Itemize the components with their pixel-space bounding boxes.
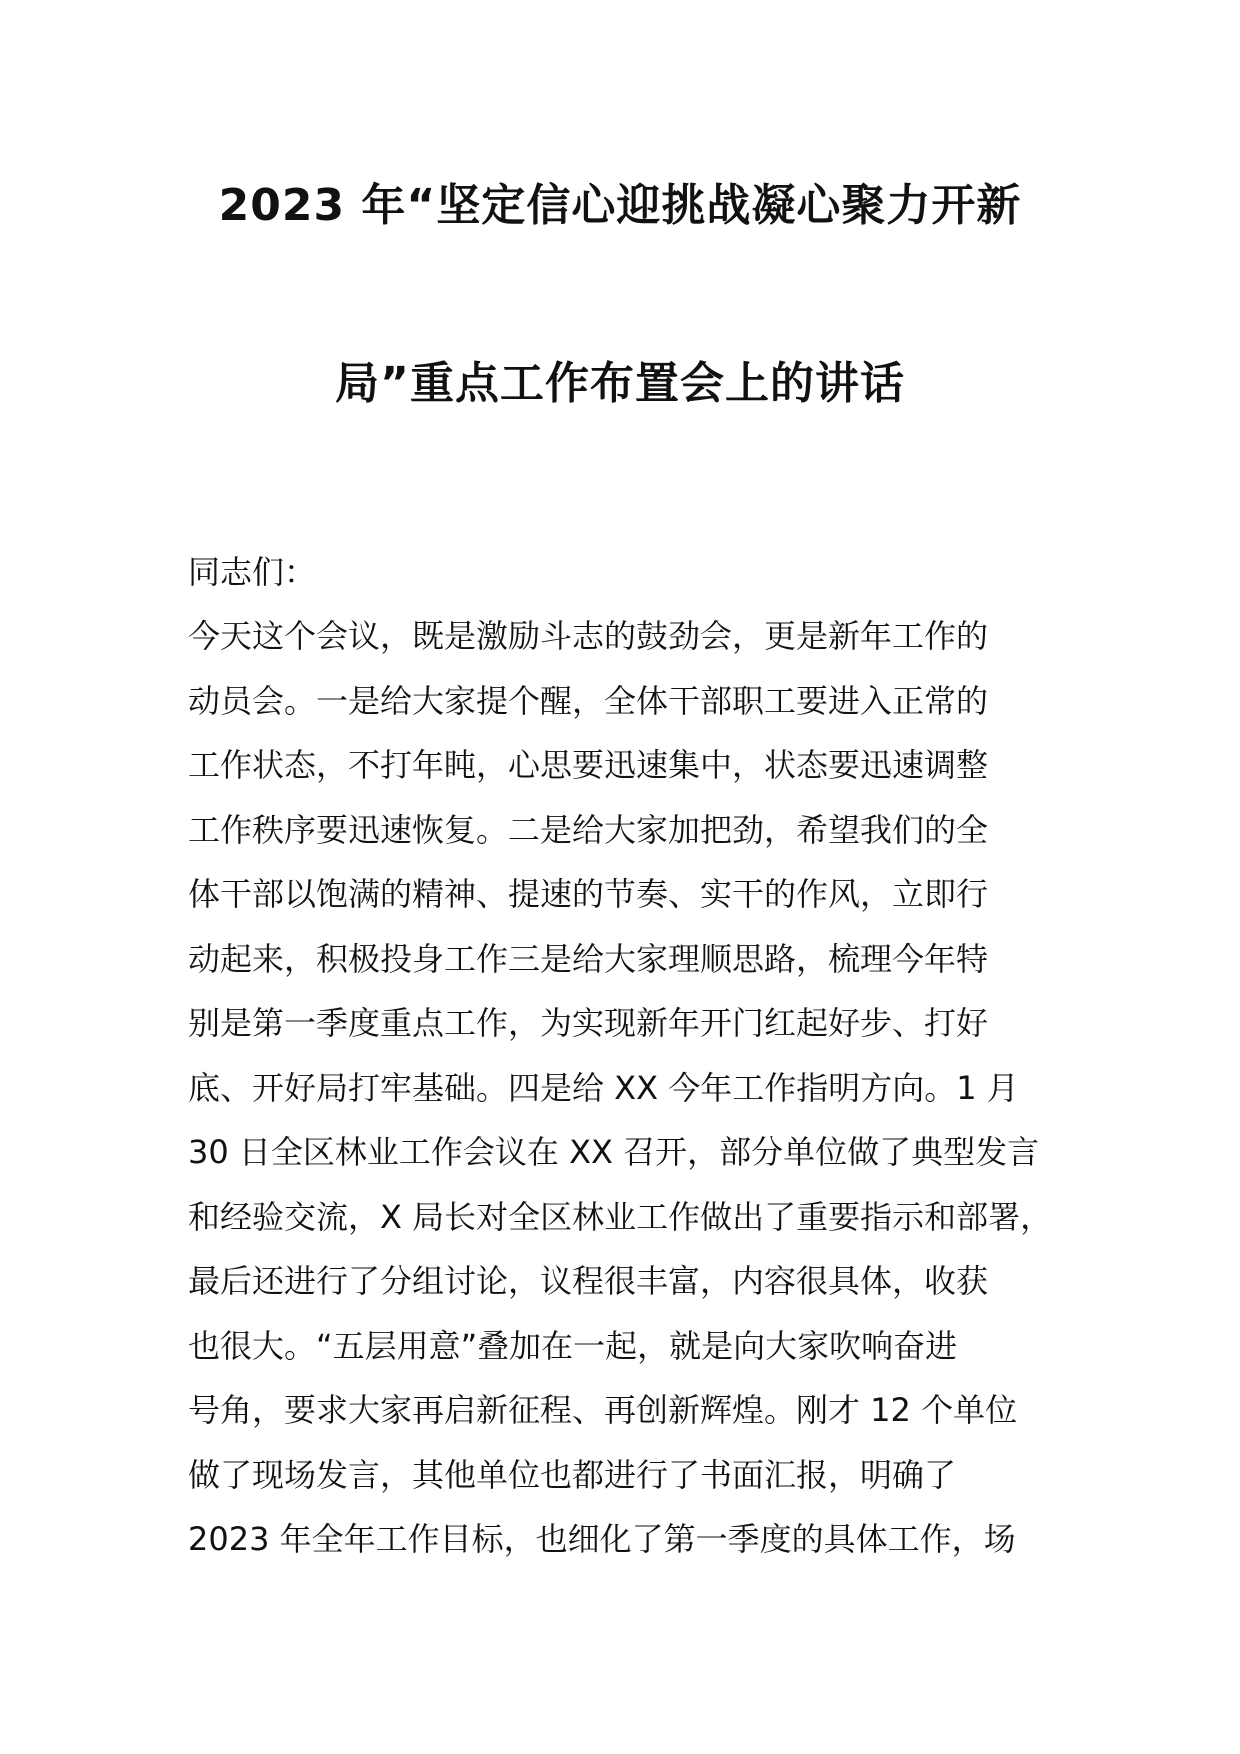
body-line: 今天这个会议，既是激励斗志的鼓劲会，更是新年工作的 xyxy=(188,617,989,655)
body-line: 也很大。“五层用意”叠加在一起，就是向大家吹响奋进 xyxy=(188,1326,958,1365)
body-line: 体干部以饱满的精神、提速的节奏、实干的作风，立即行 xyxy=(188,875,989,913)
salutation: 同志们： xyxy=(188,553,317,591)
body-line: 2023 年全年工作目标，也细化了第一季度的具体工作，场 xyxy=(188,1520,1016,1558)
body-line: 动员会。一是给大家提个醒，全体干部职工要进入正常的 xyxy=(188,681,989,720)
document-title-line-2: 局”重点工作布置会上的讲话 xyxy=(335,358,905,409)
body-line: 动起来，积极投身工作三是给大家理顺思路，梳理今年特 xyxy=(188,939,989,978)
body-line: 号角，要求大家再启新征程、再创新辉煌。刚才 12 个单位 xyxy=(188,1391,1018,1429)
body-paragraph xyxy=(188,604,1088,1572)
body-line: 工作状态，不打年盹，心思要迅速集中，状态要迅速调整 xyxy=(188,746,989,784)
body-line: 做了现场发言，其他单位也都进行了书面汇报，明确了 xyxy=(188,1455,957,1494)
body-line: 最后还进行了分组讨论，议程很丰富，内容很具体，收获 xyxy=(188,1262,989,1300)
body-line: 30 日全区林业工作会议在 XX 召开，部分单位做了典型发言 xyxy=(188,1133,1040,1171)
body-line: 底、开好局打牢基础。四是给 XX 今年工作指明方向。1 月 xyxy=(188,1068,1019,1107)
body-line: 别是第一季度重点工作，为实现新年开门红起好步、打好 xyxy=(188,1004,989,1042)
body-line: 工作秩序要迅速恢复。二是给大家加把劲，希望我们的全 xyxy=(188,810,989,849)
body-line: 和经验交流，X 局长对全区林业工作做出了重要指示和部署， xyxy=(188,1197,1053,1236)
document-title-line-1: 2023 年“坚定信心迎挑战凝心聚力开新 xyxy=(218,180,1022,231)
